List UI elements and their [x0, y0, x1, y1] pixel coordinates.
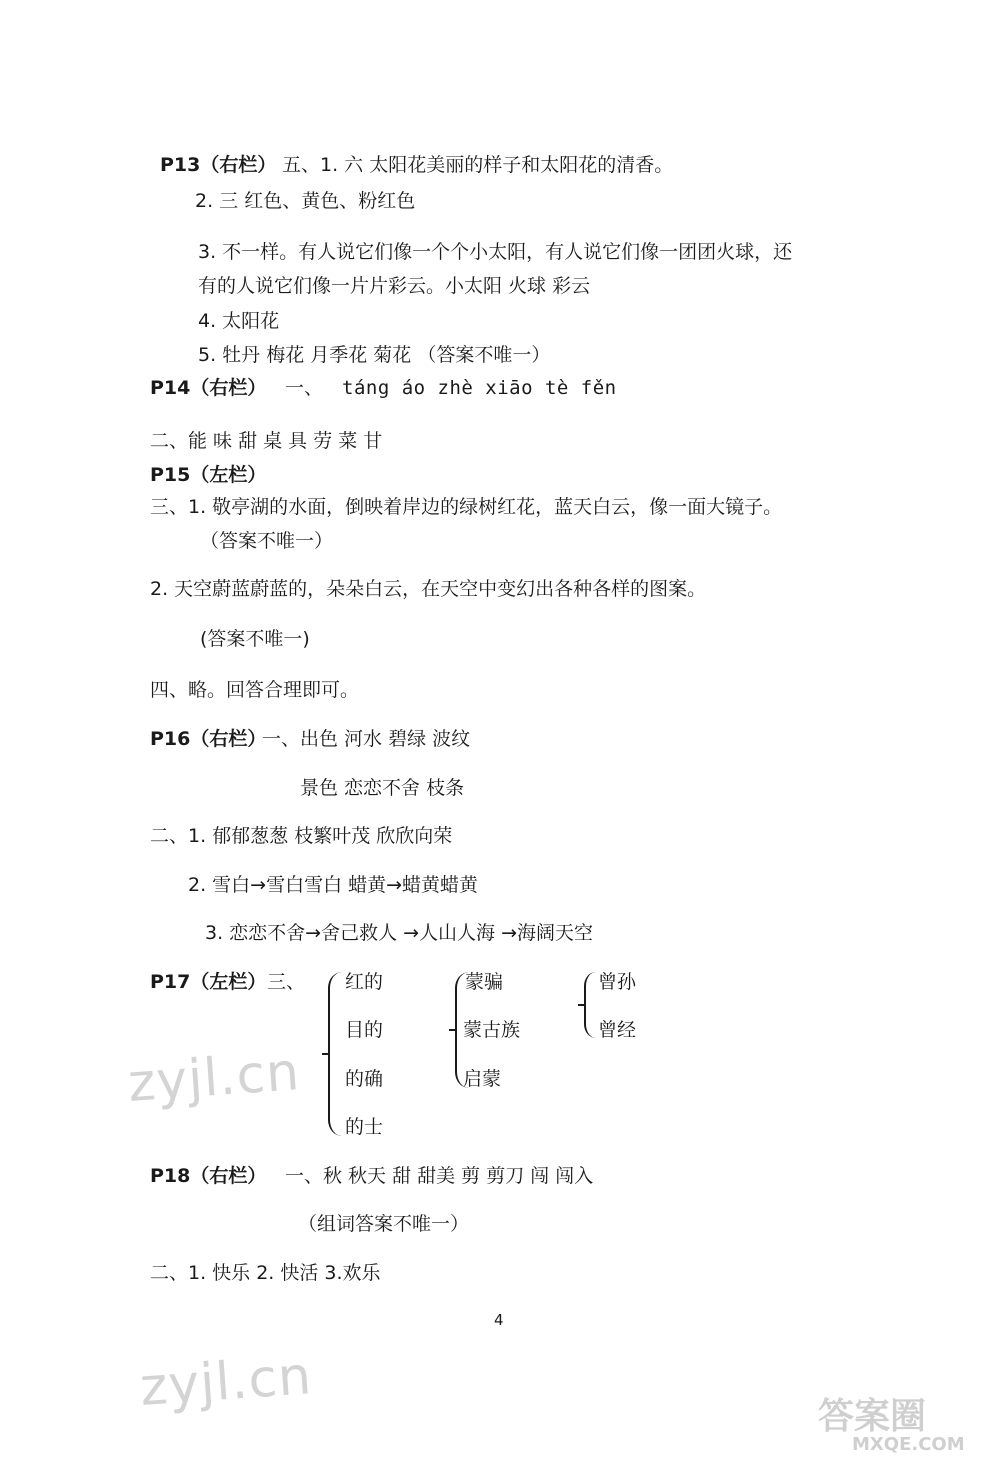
word-item: 目的	[345, 1019, 384, 1041]
watermark-logo: zyjl.cn	[138, 1346, 314, 1418]
word-item: 蒙骗	[465, 971, 504, 993]
answer-line: 景色 恋恋不舍 枝条	[300, 777, 465, 799]
word-item: 的确	[345, 1068, 384, 1090]
section-label-p13: P13（右栏）	[160, 154, 277, 176]
answer-line: 一、秋 秋天 甜 甜美 剪 剪刀 闯 闯入	[285, 1165, 594, 1187]
word-item: 红的	[345, 971, 384, 993]
watermark-corner-url: MXQE.COM	[852, 1434, 965, 1455]
answer-line: 五、1. 六 太阳花美丽的样子和太阳花的清香。	[282, 154, 674, 176]
answer-line: 一、出色 河水 碧绿 波纹	[262, 728, 471, 750]
watermark-logo: zyjl.cn	[126, 1042, 302, 1114]
section-label-p14: P14（右栏）	[150, 377, 267, 399]
brace-group-1	[328, 972, 344, 1136]
section-label-p17: P17（左栏）	[150, 971, 267, 993]
answer-line: 一、	[285, 377, 324, 399]
section-label-p18: P18（右栏）	[150, 1165, 267, 1187]
answer-line: 有的人说它们像一片片彩云。小太阳 火球 彩云	[198, 275, 591, 297]
answer-line: （答案不唯一）	[200, 530, 334, 552]
watermark-corner-logo: 答案圈	[818, 1396, 927, 1437]
word-item: 启蒙	[463, 1068, 502, 1090]
word-item: 曾孙	[598, 971, 637, 993]
section-label-p16: P16（右栏）	[150, 728, 267, 750]
answer-line: 二、1. 快乐 2. 快活 3.欢乐	[150, 1262, 381, 1284]
answer-line: （组词答案不唯一）	[298, 1213, 470, 1235]
answer-line: 3. 恋恋不舍→舍己救人 →人山人海 →海阔天空	[205, 922, 594, 944]
word-item: 的士	[345, 1116, 384, 1138]
answer-line: 二、能 味 甜 桌 具 劳 菜 甘	[150, 430, 383, 452]
word-item: 曾经	[598, 1019, 637, 1041]
pinyin-line: táng áo zhè xiāo tè fěn	[342, 377, 617, 399]
answer-line: 四、略。回答合理即可。	[150, 679, 360, 701]
answer-line: 2. 天空蔚蓝蔚蓝的，朵朵白云，在天空中变幻出各种各样的图案。	[150, 578, 707, 600]
answer-line: (答案不唯一)	[200, 628, 310, 650]
answer-line: 二、1. 郁郁葱葱 枝繁叶茂 欣欣向荣	[150, 825, 453, 847]
answer-line: 三、1. 敬亭湖的水面，倒映着岸边的绿树红花，蓝天白云，像一面大镜子。	[150, 496, 783, 518]
answer-line: 5. 牡丹 梅花 月季花 菊花 （答案不唯一）	[198, 344, 551, 366]
page-number: 4	[494, 1311, 504, 1329]
answer-line: 3. 不一样。有人说它们像一个个小太阳，有人说它们像一团团火球，还	[198, 241, 793, 263]
brace-group-3	[584, 972, 596, 1038]
section-label-p15: P15（左栏）	[150, 464, 267, 486]
word-item: 蒙古族	[463, 1019, 521, 1041]
answer-line: 三、	[267, 971, 306, 993]
answer-line: 4. 太阳花	[198, 310, 280, 332]
answer-line: 2. 三 红色、黄色、粉红色	[195, 190, 416, 212]
answer-line: 2. 雪白→雪白雪白 蜡黄→蜡黄蜡黄	[188, 874, 479, 896]
